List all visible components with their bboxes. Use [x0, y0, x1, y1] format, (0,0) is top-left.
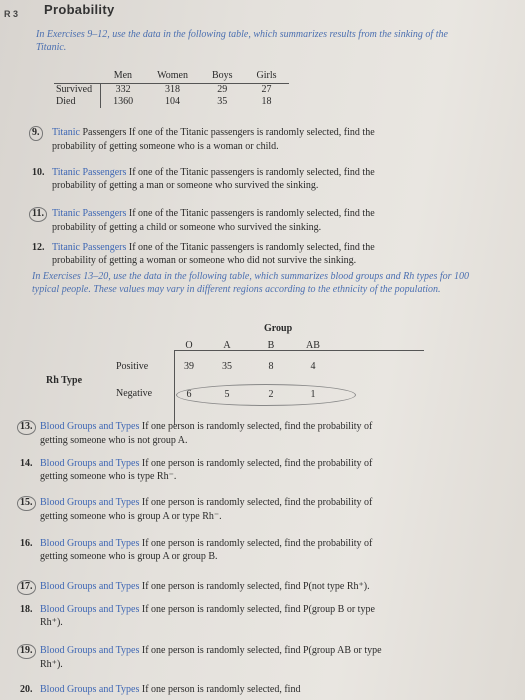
exercise-text: Passengers If one of the Titanic passengers is randomly selected, find the	[79, 127, 375, 138]
table-cell: 29	[217, 84, 228, 95]
titanic-instructions: In Exercises 9–12, use the data in the following table, which summarizes results from the sinking of the Titanic.	[36, 29, 448, 53]
exercise-20	[20, 684, 510, 697]
col-header: Men	[101, 68, 146, 84]
table-cell: 1360	[113, 96, 134, 107]
exercise-17	[20, 580, 510, 595]
exercise-11	[32, 207, 502, 234]
col-header: Girls	[245, 68, 289, 84]
exercise-text: If one of the Titanic passengers is randomly selected, find the	[126, 242, 375, 253]
exercise-9	[32, 126, 502, 153]
table-cell: 104	[165, 96, 181, 107]
page-title: Probability	[44, 2, 115, 17]
exercise-text: If one person is randomly selected, find P(group B or type	[139, 604, 375, 615]
row-label: Positive	[116, 361, 149, 372]
col-header: A	[223, 340, 231, 351]
exercise-text: If one person is randomly selected, find	[139, 684, 301, 695]
exercise-topic: Titanic Passengers	[52, 208, 127, 219]
exercise-text: If one of the Titanic passengers is randomly selected, find the	[126, 208, 375, 219]
header-blank	[54, 68, 101, 84]
table-cell: 39	[184, 361, 194, 372]
row-header: Rh Type	[46, 375, 83, 386]
exercise-number: 20.	[20, 684, 33, 695]
exercise-number: 14.	[20, 458, 33, 469]
exercise-number: 17.	[20, 580, 40, 595]
exercise-number: 19.	[20, 644, 40, 659]
exercise-topic: Blood Groups and Types	[40, 497, 140, 508]
table-rule	[174, 351, 175, 425]
exercise-number: 13.	[20, 420, 40, 435]
titanic-table	[54, 68, 289, 108]
exercise-text: If one person is randomly selected, find the probability of	[139, 538, 373, 549]
exercise-number: 16.	[20, 538, 33, 549]
chapter-mark: R 3	[4, 9, 19, 19]
table-cell: 5	[224, 389, 230, 400]
titanic-header-row	[54, 68, 289, 84]
col-header: B	[267, 340, 275, 351]
exercise-topic: Blood Groups and Types	[40, 684, 140, 695]
exercise-topic: Blood Groups and Types	[40, 421, 140, 432]
exercise-topic: Blood Groups and Types	[40, 538, 140, 549]
exercise-text-cont: getting someone who is type Rh⁻.	[40, 470, 177, 482]
exercise-text: If one person is randomly selected, find the probability of	[139, 497, 373, 508]
exercise-text-cont: getting someone who is group A or group B.	[40, 550, 218, 562]
table-cell: 35	[222, 361, 232, 372]
pen-annotation-oval	[176, 384, 356, 406]
col-header: O	[185, 340, 193, 351]
exercise-text-cont: probability of getting a child or someone who survived the sinking.	[52, 221, 322, 233]
table-cell: 35	[217, 96, 228, 107]
exercise-topic: Blood Groups and Types	[40, 458, 140, 469]
table-row	[54, 96, 289, 108]
table-rule	[174, 350, 424, 351]
exercise-text: If one of the Titanic passengers is randomly selected, find the	[126, 167, 375, 178]
table-cell: 8	[268, 361, 274, 372]
exercise-text-cont: Rh⁺).	[40, 616, 63, 628]
table-cell: 27	[261, 84, 272, 95]
exercise-14	[20, 458, 510, 483]
table-cell: 2	[268, 389, 274, 400]
exercise-topic: Titanic	[52, 127, 80, 138]
exercise-19	[20, 644, 510, 671]
exercise-text-cont: getting someone who is not group A.	[40, 434, 188, 446]
exercise-text: If one person is randomly selected, find P(not type Rh⁺).	[139, 581, 370, 592]
exercise-number: 10.	[32, 167, 45, 178]
exercise-text: If one person is randomly selected, find the probability of	[139, 458, 373, 469]
exercise-text-cont: getting someone who is group A or type Rh⁻.	[40, 510, 222, 522]
col-header: Boys	[200, 68, 245, 84]
exercise-number: 18.	[20, 604, 33, 615]
exercise-number: 15.	[20, 496, 40, 511]
exercise-text-cont: probability of getting someone who is a woman or child.	[52, 140, 279, 152]
exercise-text: If one person is randomly selected, find the probability of	[139, 421, 373, 432]
exercise-15	[20, 496, 510, 523]
exercise-topic: Blood Groups and Types	[40, 581, 140, 592]
exercise-topic: Blood Groups and Types	[40, 645, 140, 656]
exercise-number: 12.	[32, 242, 45, 253]
row-label: Died	[54, 96, 101, 108]
exercise-text-cont: probability of getting a woman or someone who did not survive the sinking.	[52, 254, 357, 266]
page-header	[4, 2, 115, 22]
exercise-18	[20, 604, 510, 629]
exercise-text: If one person is randomly selected, find P(group AB or type	[139, 645, 382, 656]
exercise-12	[32, 242, 502, 267]
blood-instructions: In Exercises 13–20, use the data in the following table, which summarizes blood groups and Rh types for 100 typical people. These values may vary in different regions according to the ethnicity of the population.	[32, 271, 470, 295]
table-cell: 4	[310, 361, 316, 372]
table-cell: 332	[115, 84, 131, 95]
col-header: Women	[145, 68, 200, 84]
exercise-13	[20, 420, 510, 447]
group-header: Group	[264, 323, 293, 334]
table-row	[54, 84, 289, 97]
exercise-text-cont: Rh⁺).	[40, 658, 63, 670]
exercise-number: 11.	[32, 207, 52, 222]
row-label: Negative	[116, 388, 153, 399]
exercise-10	[32, 167, 502, 192]
exercise-topic: Titanic Passengers	[52, 167, 127, 178]
row-label: Survived	[54, 84, 101, 97]
exercise-16	[20, 538, 510, 563]
table-cell: 18	[261, 96, 272, 107]
exercise-topic: Blood Groups and Types	[40, 604, 140, 615]
table-cell: 1	[310, 389, 316, 400]
col-header: AB	[306, 340, 320, 351]
table-cell: 318	[165, 84, 181, 95]
exercise-number: 9.	[32, 126, 52, 141]
exercise-text-cont: probability of getting a man or someone who survived the sinking.	[52, 179, 319, 191]
exercise-topic: Titanic Passengers	[52, 242, 127, 253]
table-cell: 6	[186, 389, 192, 400]
